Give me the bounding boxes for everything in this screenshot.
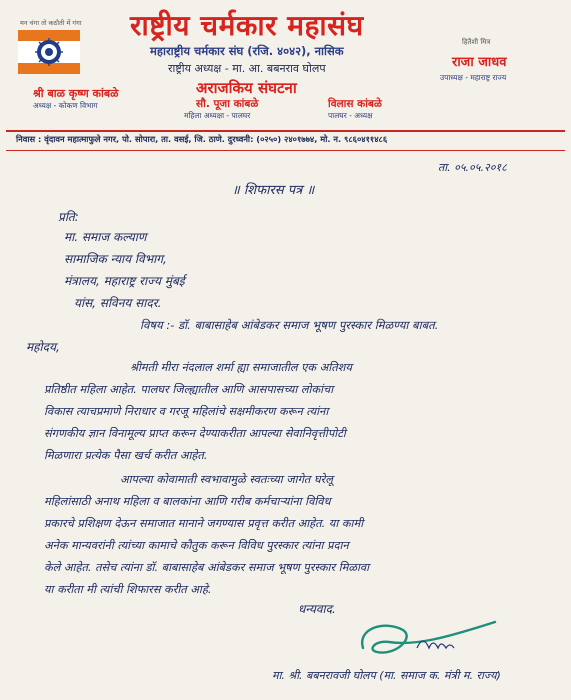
organization-registration: महाराष्ट्रीय चर्मकार संघ (रजि. ४०४२), नासिक (150, 44, 344, 58)
tagline: मन चंगा तो कठौती में गंगा (20, 19, 82, 27)
body-line: महिलांसाठी अनाथ महिला व बालकांना आणि गरीब कर्मचाऱ्यांना विविध (44, 495, 331, 508)
president-line: राष्ट्रीय अध्यक्ष - मा. आ. बबनराव घोलप (168, 62, 326, 75)
header-divider (6, 130, 565, 132)
body-line: मिळणारा प्रत्येक पैसा खर्च करीत आहेत. (44, 449, 208, 462)
well-wisher-role: उपाध्यक्ष - महाराष्ट्र राज्य (440, 73, 507, 82)
letter-date: ता. ०५.०५.२०१८ (438, 161, 507, 174)
recipient-label: प्रति: (58, 210, 79, 224)
recipient-address-line: यांस, सविनय सादर. (74, 296, 162, 310)
body-line: केले आहेत. तसेच त्यांना डॉ. बाबासाहेब आंबेडकर समाज भूषण पुरस्कार मिळावा (44, 561, 370, 574)
salutation: महोदय, (26, 340, 60, 354)
body-line: विकास त्याचप्रमाणे निराधार व गरजू महिलांचे सक्षमीकरण करून त्यांना (44, 405, 329, 418)
recipient-address-line: सामाजिक न्याय विभाग, (64, 252, 167, 266)
body-line: प्रकारचे प्रशिक्षण देऊन समाजात मानाने जगण्यास प्रवृत्त करीत आहेत. या कामी (44, 517, 364, 530)
body-line: श्रीमती मीरा नंदलाल शर्मा ह्या समाजातील एक अतिशय (130, 361, 352, 374)
apolitical-tag: अराजकिय संघटना (196, 79, 297, 97)
closing: धन्यवाद. (298, 602, 336, 616)
body-line: संगणकीय ज्ञान विनामूल्य प्राप्त करून देण्याकरीता आपल्या सेवानिवृत्तीपोटी (44, 427, 346, 440)
body-line: या करीता मी त्यांची शिफारस करीत आहे. (44, 583, 212, 596)
organization-logo (18, 30, 80, 74)
recipient-address-line: मंत्रालय, महाराष्ट्र राज्य मुंबई (64, 274, 185, 288)
leader-role: महिला अध्यक्षा - पालघर (184, 111, 251, 120)
leader-name: सौ. पूजा कांबळे (196, 98, 259, 110)
letter-heading: ॥ शिफारस पत्र ॥ (232, 183, 315, 198)
well-wisher-label: हितैशी मित्र (462, 38, 491, 46)
leader-role: अध्यक्ष - कोकण विभाग (33, 101, 98, 110)
leader-name: श्री बाळ कृष्ण कांबळे (33, 87, 119, 100)
body-line: आपल्या कोवामाती स्वभावामुळे स्वतःच्या जागेत घरेलू (120, 473, 333, 486)
header-divider (6, 150, 565, 151)
leader-name: विलास कांबळे (328, 98, 382, 110)
handwritten-signature (355, 618, 505, 662)
letter-subject: विषय :- डॉ. बाबासाहेब आंबेडकर समाज भूषण पुरस्कार मिळण्या बाबत. (140, 318, 439, 332)
body-line: अनेक मान्यवरांनी त्यांच्या कामाचे कौतुक करून विविध पुरस्कार त्यांना प्रदान (44, 539, 349, 552)
signatory-name: मा. श्री. बबनरावजी घोलप (मा. समाज क. मंत्री म. राज्य) (272, 669, 501, 682)
leader-role: पालघर - अध्यक्ष (328, 111, 373, 120)
letterhead-title: राष्ट्रीय चर्मकार महासंघ (130, 9, 364, 42)
recipient-address-line: मा. समाज कल्याण (64, 230, 147, 244)
body-line: प्रतिष्ठीत महिला आहेत. पालघर जिल्ह्यातील आणि आसपासच्या लोकांचा (44, 383, 334, 396)
well-wisher-name: राजा जाधव (452, 55, 507, 70)
address-line: निवास : वृंदावन महात्माफुले नगर, पो. सोपारा, ता. वसई, जि. ठाणे. दुरध्वनी: (०२५०) २४०१७७४, मो. न. ९८६०४११४८६ (16, 134, 388, 144)
